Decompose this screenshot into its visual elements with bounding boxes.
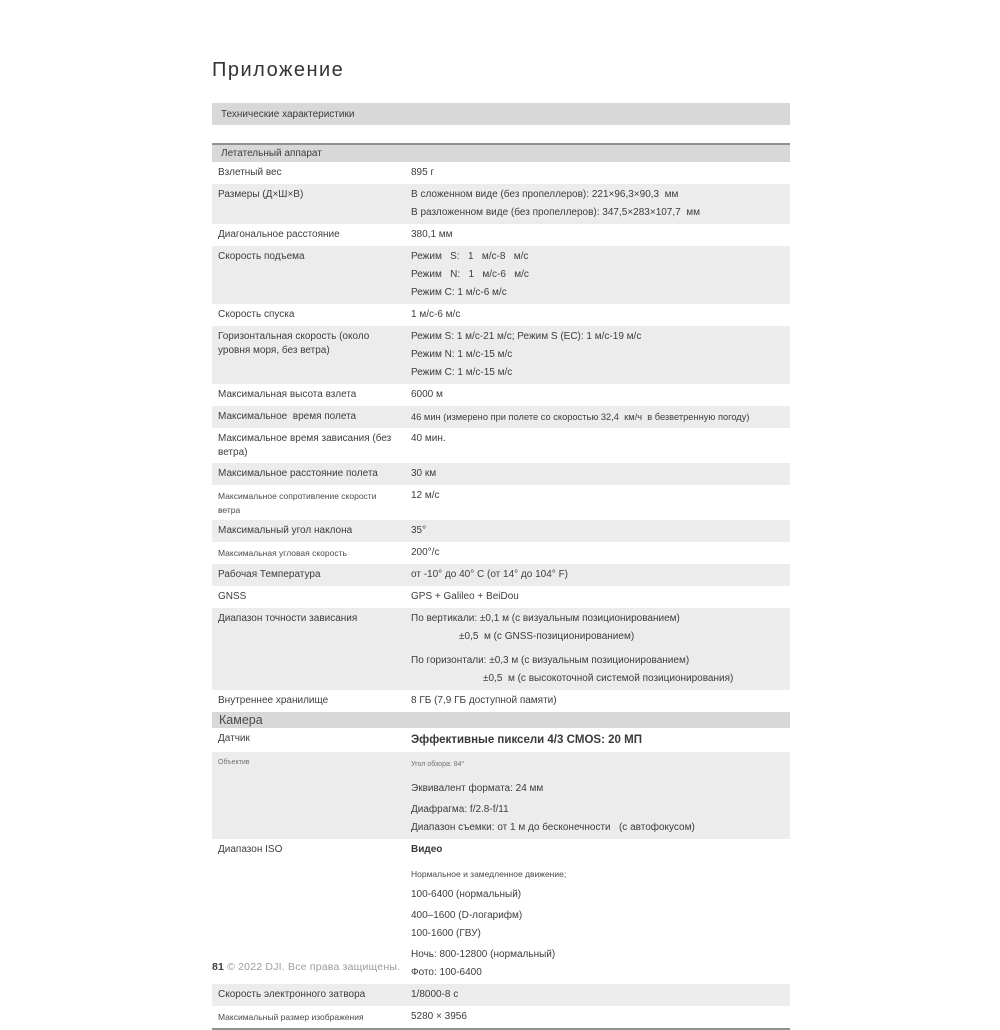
spec-value bbox=[411, 753, 790, 838]
spec-label: Скорость подъема bbox=[218, 251, 305, 262]
spec-label: Максимальное расстояние полета bbox=[218, 468, 378, 479]
spec-value-line: В разложенном виде (без пропеллеров): 347,5×283×107,7 мм bbox=[411, 207, 701, 218]
spec-value-line: 6000 м bbox=[411, 389, 443, 400]
spec-row-internal-storage bbox=[212, 690, 790, 712]
section-header-aircraft bbox=[212, 143, 790, 162]
spec-value-line: По вертикали: ±0,1 м (с визуальным позиционированием) bbox=[411, 613, 680, 624]
spec-row-gnss bbox=[212, 586, 790, 608]
spec-value-line: 40 мин. bbox=[411, 433, 446, 444]
spec-value bbox=[411, 429, 790, 462]
spec-value bbox=[411, 521, 790, 541]
spec-value-line: 400–1600 (D-логарифм) bbox=[411, 910, 523, 921]
spec-label: Максимальная угловая скорость bbox=[218, 548, 347, 558]
camera-spec-table bbox=[212, 728, 790, 1030]
spec-label: Максимальное время полета bbox=[218, 411, 357, 422]
spec-value-line: 1 м/с-6 м/с bbox=[411, 309, 461, 320]
spec-value bbox=[411, 587, 790, 607]
spec-label: Диапазон точности зависания bbox=[218, 613, 358, 624]
spec-value-line: Фото: 100-6400 bbox=[411, 967, 482, 978]
spec-value-line: Ночь: 800-12800 (нормальный) bbox=[411, 949, 556, 960]
page-footer bbox=[212, 961, 400, 973]
spec-value bbox=[411, 985, 790, 1005]
spec-value-line: 380,1 мм bbox=[411, 229, 453, 240]
spec-row-dimensions bbox=[212, 184, 790, 224]
spec-row-diagonal bbox=[212, 224, 790, 246]
spec-value bbox=[411, 840, 790, 983]
spec-row-max-tilt bbox=[212, 520, 790, 542]
spec-label: Максимальное сопротивление скорости ветра bbox=[218, 491, 379, 515]
spec-row-angular-velocity bbox=[212, 542, 790, 564]
spec-row-max-altitude bbox=[212, 384, 790, 406]
spec-row-wind-resistance bbox=[212, 485, 790, 520]
spec-value bbox=[411, 185, 790, 223]
spec-label: Размеры (Д×Ш×В) bbox=[218, 189, 304, 200]
spec-row-hover-accuracy bbox=[212, 608, 790, 690]
spec-label: Датчик bbox=[218, 733, 250, 744]
spec-value bbox=[411, 385, 790, 405]
spec-value bbox=[411, 305, 790, 325]
spec-row-max-hover-time bbox=[212, 428, 790, 463]
spec-value-line: Видео bbox=[411, 844, 443, 855]
spec-row-lens bbox=[212, 752, 790, 839]
spec-label: Объектив bbox=[218, 759, 250, 766]
spec-value-line: Нормальное и замедленное движение; bbox=[411, 869, 567, 879]
spec-value bbox=[411, 691, 790, 711]
spec-label: Максимальная высота взлета bbox=[218, 389, 357, 400]
spec-row-shutter-speed bbox=[212, 984, 790, 1006]
spec-value-line: Диафрагма: f/2.8-f/11 bbox=[411, 804, 509, 815]
spec-value-line: Режим N: 1 м/с-15 м/с bbox=[411, 349, 513, 360]
spec-label: Горизонтальная скорость (около уровня моря, без ветра) bbox=[218, 331, 373, 356]
spec-label: Максимальное время зависания (без ветра) bbox=[218, 433, 395, 458]
page-number: 81 bbox=[212, 961, 225, 973]
section-header-camera-label: Камера bbox=[219, 713, 263, 727]
spec-value-line: 200°/с bbox=[411, 547, 440, 558]
spec-label: Взлетный вес bbox=[218, 167, 282, 178]
spec-label: Скорость спуска bbox=[218, 309, 295, 320]
spec-label: Максимальный угол наклона bbox=[218, 525, 353, 536]
spec-value-line: ±0,5 м (с GNSS-позиционированием) bbox=[459, 631, 635, 642]
spec-value-line: 12 м/с bbox=[411, 490, 440, 501]
spec-row-takeoff-weight bbox=[212, 162, 790, 184]
spec-value-line: от -10° до 40° C (от 14° до 104° F) bbox=[411, 569, 569, 580]
spec-value-line: Эффективные пиксели 4/3 CMOS: 20 МП bbox=[411, 734, 642, 746]
spec-value-line: 100-1600 (ГВУ) bbox=[411, 928, 481, 939]
spec-row-max-distance bbox=[212, 463, 790, 485]
spec-value-line: Режим C: 1 м/с-15 м/с bbox=[411, 367, 513, 378]
aircraft-spec-table bbox=[212, 162, 790, 712]
spec-label: Диагональное расстояние bbox=[218, 229, 340, 240]
spec-row-max-image-size bbox=[212, 1006, 790, 1028]
spec-label: Скорость электронного затвора bbox=[218, 989, 366, 1000]
spec-value-line: 5280 × 3956 bbox=[411, 1011, 467, 1022]
spec-value bbox=[411, 464, 790, 484]
spec-label: GNSS bbox=[218, 591, 247, 602]
section-header-camera bbox=[212, 712, 790, 728]
spec-value-line: 100-6400 (нормальный) bbox=[411, 889, 522, 900]
spec-value-line: Режим N: 1 м/с-6 м/с bbox=[411, 269, 529, 280]
spec-value-line: 35° bbox=[411, 525, 427, 536]
spec-value bbox=[411, 247, 790, 303]
spec-value-line: Угол обзора: 84° bbox=[411, 761, 465, 768]
spec-value-line: Режим C: 1 м/с-6 м/с bbox=[411, 287, 507, 298]
spec-row-descent-speed bbox=[212, 304, 790, 326]
spec-row-horizontal-speed bbox=[212, 326, 790, 384]
spec-value bbox=[411, 407, 790, 427]
spec-value-line: 30 км bbox=[411, 468, 437, 479]
spec-value-line: Эквивалент формата: 24 мм bbox=[411, 783, 544, 794]
spec-value bbox=[411, 565, 790, 585]
spec-value bbox=[411, 729, 790, 751]
spec-value-line: 895 г bbox=[411, 167, 435, 178]
spec-value-line: 1/8000-8 с bbox=[411, 989, 459, 1000]
spec-row-max-flight-time bbox=[212, 406, 790, 428]
spec-value bbox=[411, 1007, 790, 1027]
spec-row-operating-temperature bbox=[212, 564, 790, 586]
spec-value-line: ±0,5 м (с высокоточной системой позиционирования) bbox=[483, 673, 734, 684]
section-header-specs bbox=[212, 103, 790, 125]
spec-value bbox=[411, 609, 790, 689]
page-title: Приложение bbox=[212, 59, 345, 81]
spec-value-line: 46 мин (измерено при полете со скоростью 32,4 км/ч в безветренную погоду) bbox=[411, 412, 750, 422]
spec-label: Рабочая Температура bbox=[218, 569, 321, 580]
spec-value-line: GPS + Galileo + BeiDou bbox=[411, 591, 519, 602]
section-header-aircraft-label: Летательный аппарат bbox=[221, 148, 322, 159]
spec-value bbox=[411, 163, 790, 183]
section-header-specs-label: Технические характеристики bbox=[221, 108, 355, 120]
spec-value-line: В сложенном виде (без пропеллеров): 221×96,3×90,3 мм bbox=[411, 189, 679, 200]
spec-value-line: Диапазон съемки: от 1 м до бесконечности (с автофокусом) bbox=[411, 822, 695, 833]
spec-row-sensor bbox=[212, 728, 790, 752]
spec-label: Диапазон ISO bbox=[218, 844, 283, 855]
spec-label: Внутреннее хранилище bbox=[218, 695, 329, 706]
spec-value bbox=[411, 225, 790, 245]
copyright-text: © 2022 DJI. Все права защищены. bbox=[227, 961, 401, 973]
spec-value-line: По горизонтали: ±0,3 м (с визуальным позиционированием) bbox=[411, 655, 690, 666]
spec-value bbox=[411, 327, 790, 383]
document-page bbox=[212, 58, 790, 1030]
spec-label: Максимальный размер изображения bbox=[218, 1012, 364, 1022]
spec-value-line: Режим S: 1 м/с-21 м/с; Режим S (EC): 1 м/с-19 м/с bbox=[411, 331, 642, 342]
spec-value-line: Режим S: 1 м/с-8 м/с bbox=[411, 251, 529, 262]
spec-row-ascent-speed bbox=[212, 246, 790, 304]
spec-value-line: 8 ГБ (7,9 ГБ доступной памяти) bbox=[411, 695, 557, 706]
spec-value bbox=[411, 486, 790, 519]
spec-value bbox=[411, 543, 790, 563]
